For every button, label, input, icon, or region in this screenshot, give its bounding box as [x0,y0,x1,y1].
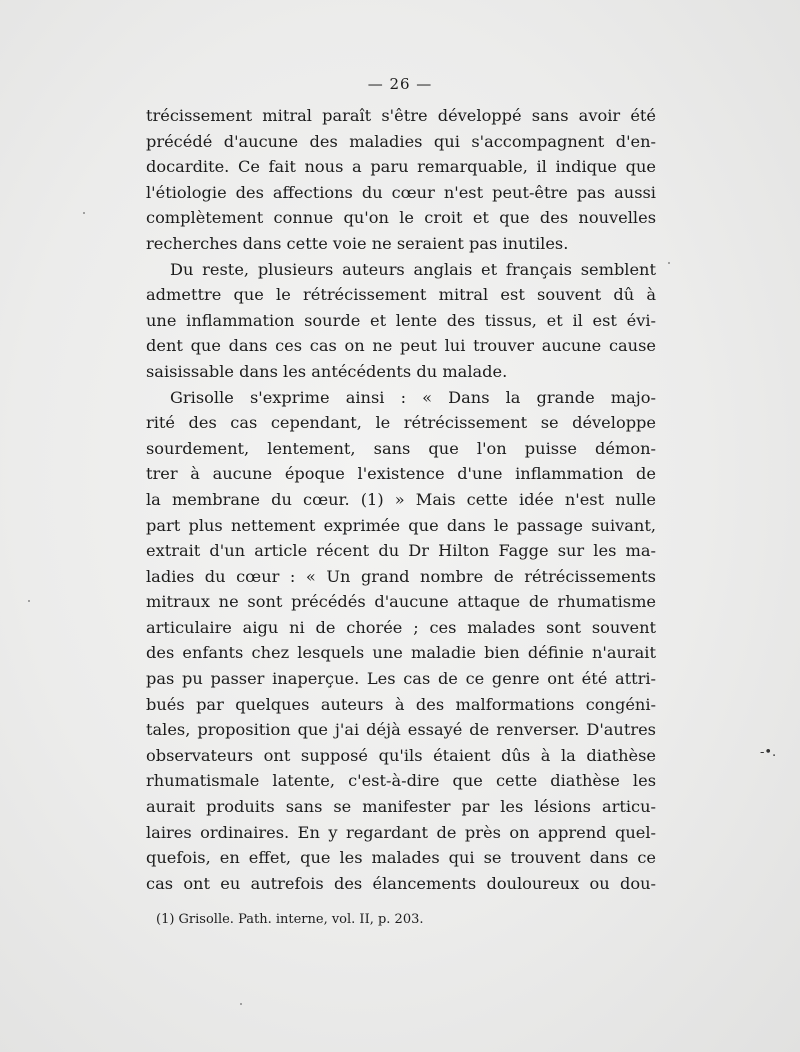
text-line: cas ont eu autrefois des élancements douloureux ou dou- [146,873,656,893]
margin-mark: -•. [760,745,777,760]
text-line: rité des cas cependant, le rétrécissement se développe [146,413,656,433]
page-number: — 26 — [367,75,433,93]
text-line: dent que dans ces cas on ne peut lui trouver aucune cause [146,336,656,356]
text-line: la membrane du cœur. (1) » Mais cette idée n'est nulle [146,489,656,509]
text-line: observateurs ont supposé qu'ils étaient dûs à la diathèse [146,745,656,765]
text-line: ladies du cœur : « Un grand nombre de rétrécissements [146,566,656,586]
text-line: des enfants chez lesquels une maladie bien définie n'aurait [146,643,656,663]
text-line: admettre que le rétrécissement mitral est souvent dû à [146,285,656,305]
text-line: recherches dans cette voie ne seraient pas inutiles. [146,233,569,253]
text-line: Du reste, plusieurs auteurs anglais et français semblent [170,259,656,279]
footnote: (1) Grisolle. Path. interne, vol. II, p. 203. [156,912,424,927]
paper-speck [240,1003,242,1005]
body-text [146,103,656,896]
text-line: Grisolle s'exprime ainsi : « Dans la grande majo- [170,387,656,407]
text-line: mitraux ne sont précédés d'aucune attaque de rhumatisme [146,592,656,612]
text-line: précédé d'aucune des maladies qui s'accompagnent d'en- [146,131,656,151]
text-line: docardite. Ce fait nous a paru remarquable, il indique que [146,157,656,177]
text-line: tales, proposition que j'ai déjà essayé de renverser. D'autres [146,720,656,740]
text-line: une inflammation sourde et lente des tissus, et il est évi- [146,310,656,330]
text-line: quefois, en effet, que les malades qui se trouvent dans ce [146,848,656,868]
text-line: trer à aucune époque l'existence d'une inflammation de [146,464,656,484]
paper-speck [668,262,670,264]
text-line: sourdement, lentement, sans que l'on puisse démon- [146,438,656,458]
text-line: complètement connue qu'on le croit et que des nouvelles [146,208,656,228]
text-line: extrait d'un article récent du Dr Hilton Fagge sur les ma- [146,541,656,561]
text-line: trécissement mitral paraît s'être développé sans avoir été [146,106,656,125]
text-line: bués par quelques auteurs à des malformations congéni- [146,694,656,714]
paper-speck [28,600,30,602]
text-line: rhumatismale latente, c'est-à-dire que cette diathèse les [146,771,656,791]
text-line: pas pu passer inaperçue. Les cas de ce genre ont été attri- [146,669,656,689]
paper-speck [83,212,85,214]
text-line: part plus nettement exprimée que dans le passage suivant, [146,515,656,535]
text-line: saisissable dans les antécédents du malade. [146,361,508,381]
text-line: l'étiologie des affections du cœur n'est peut-être pas aussi [146,182,656,202]
text-line: aurait produits sans se manifester par les lésions articu- [146,797,656,817]
text-line: laires ordinaires. En y regardant de près on apprend quel- [146,822,656,842]
text-line: articulaire aigu ni de chorée ; ces malades sont souvent [146,617,656,637]
